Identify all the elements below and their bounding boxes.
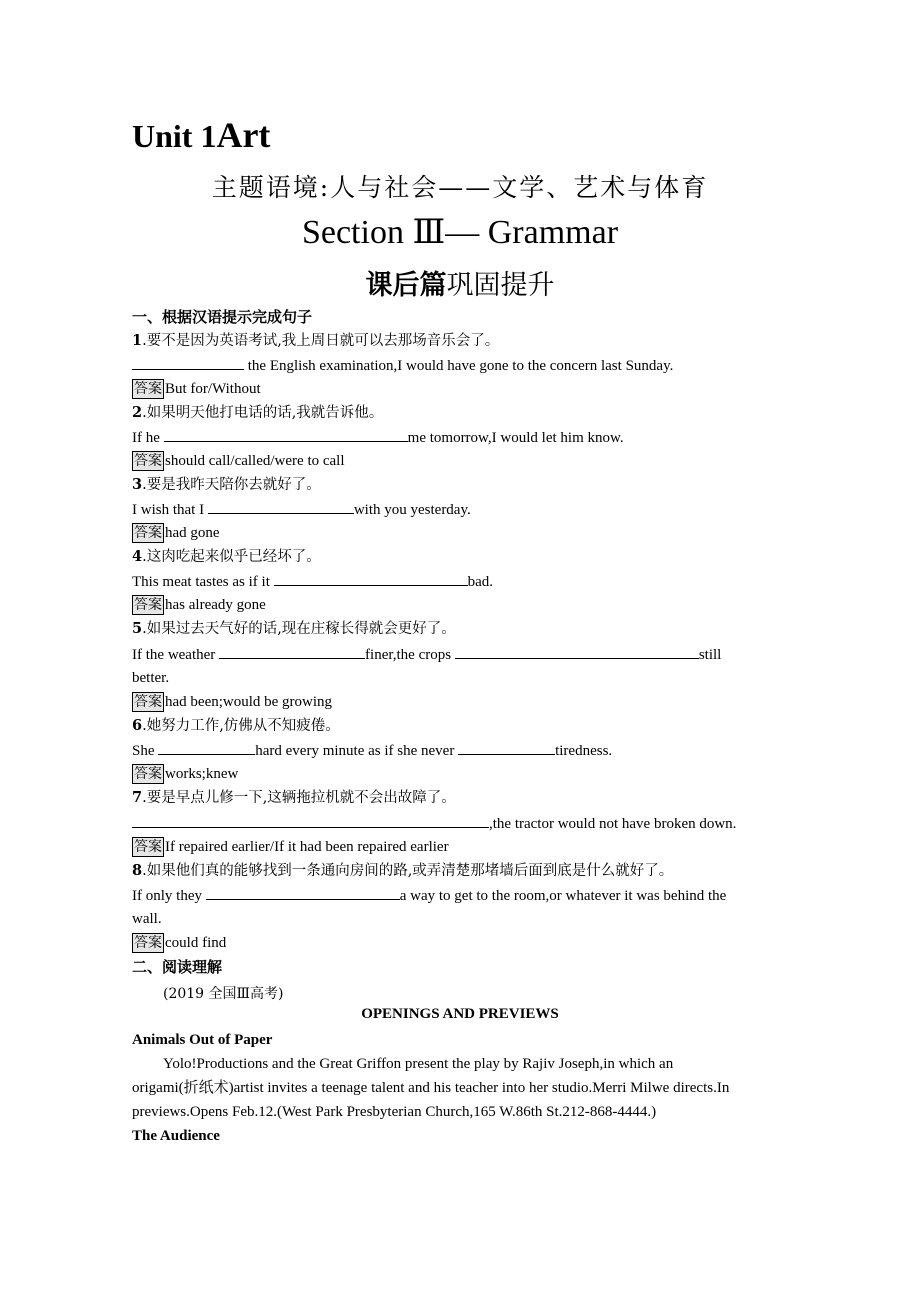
q5-number: 5 <box>132 620 143 637</box>
answer-tag: 答案 <box>134 597 162 613</box>
q8-blank[interactable] <box>206 885 400 900</box>
q8-text-after: a way to get to the room,or whatever it was behind the <box>399 888 727 904</box>
q6-blank-1[interactable] <box>158 740 255 755</box>
q5-text-mid: finer,the crops <box>365 647 455 663</box>
subtitle-bold: 课后篇 <box>365 270 447 301</box>
q2-sentence <box>132 427 624 448</box>
q1-prompt <box>132 331 499 351</box>
q6-text-before: She <box>132 743 159 759</box>
q4-prompt <box>132 547 321 567</box>
answer-tag: 答案 <box>134 766 162 782</box>
q4-blank[interactable] <box>274 571 468 586</box>
q5-text-before: If the weather <box>132 647 220 663</box>
q7-blank[interactable] <box>132 813 489 828</box>
q6-prompt <box>132 716 340 736</box>
q6-text-mid: hard every minute as if she never <box>255 743 459 759</box>
q2-number: 2 <box>132 404 143 421</box>
answer-tag: 答案 <box>134 381 162 397</box>
unit-title <box>132 114 270 156</box>
q4-number: 4 <box>132 548 143 565</box>
theme-line: 主题语境:人与社会——文学、艺术与体育 <box>211 173 709 202</box>
q5-blank-1[interactable] <box>219 644 365 659</box>
unit-label: Unit 1 <box>132 118 217 154</box>
q7-answer-text: If repaired earlier/If it had been repaired earlier <box>165 839 449 855</box>
q2-blank[interactable] <box>164 427 408 442</box>
q5-sentence <box>132 644 721 665</box>
q2-prompt <box>132 403 383 423</box>
q5-sentence-cont: better. <box>132 670 170 686</box>
subtitle-regular: 巩固提升 <box>446 270 555 301</box>
part2-heading: 二、阅读理解 <box>132 958 223 976</box>
item1-line-1: Yolo!Productions and the Great Griffon present the play by Rajiv Joseph,in which an <box>163 1056 674 1072</box>
q6-blank-2[interactable] <box>458 740 555 755</box>
answer-tag: 答案 <box>134 694 162 710</box>
q7-sentence <box>132 813 736 834</box>
answer-tag: 答案 <box>134 839 162 855</box>
q2-answer <box>132 451 345 471</box>
q5-answer <box>132 692 332 712</box>
item1-line-3: previews.Opens Feb.12.(West Park Presbyterian Church,165 W.86th St.212-868-4444.) <box>132 1104 657 1120</box>
answer-tag: 答案 <box>134 525 162 541</box>
q7-chinese: .要是早点儿修一下,这辆拖拉机就不会出故障了。 <box>142 790 456 806</box>
q3-text-after: with you yesterday. <box>353 502 471 518</box>
q6-number: 6 <box>132 717 143 734</box>
q3-answer <box>132 523 220 543</box>
q7-number: 7 <box>132 789 143 806</box>
q8-answer-text: could find <box>165 935 227 951</box>
section-title: Section Ⅲ— Grammar <box>301 214 619 251</box>
item2-title: The Audience <box>132 1128 220 1144</box>
q5-text-after: still <box>698 647 722 663</box>
q6-answer-text: works;knew <box>165 766 239 782</box>
q1-chinese: .要不是因为英语考试,我上周日就可以去那场音乐会了。 <box>142 333 500 349</box>
q3-prompt <box>132 475 321 495</box>
q7-text: ,the tractor would not have broken down. <box>489 816 737 832</box>
item1-line-2: origami(折纸术)artist invites a teenage talent and his teacher into her studio.Merri Milwe directs.In <box>132 1080 730 1096</box>
q3-text-before: I wish that I <box>132 502 208 518</box>
q2-answer-text: should call/called/were to call <box>165 453 345 469</box>
q8-number: 8 <box>132 862 143 879</box>
q1-sentence <box>132 355 673 376</box>
source-note: (2019 全国Ⅲ高考) <box>163 986 284 1002</box>
q3-blank[interactable] <box>208 499 354 514</box>
q4-sentence <box>132 571 493 592</box>
q3-sentence <box>132 499 471 520</box>
q2-text-after: me tomorrow,I would let him know. <box>407 430 624 446</box>
q4-answer-text: has already gone <box>165 597 266 613</box>
q5-answer-text: had been;would be growing <box>165 694 333 710</box>
q2-chinese: .如果明天他打电话的话,我就告诉他。 <box>142 405 384 421</box>
answer-tag: 答案 <box>134 453 162 469</box>
q5-chinese: .如果过去天气好的话,现在庄稼长得就会更好了。 <box>142 621 456 637</box>
q4-answer <box>132 595 266 615</box>
reading-title: OPENINGS AND PREVIEWS <box>361 1006 559 1022</box>
q5-prompt <box>132 619 456 639</box>
q4-chinese: .这肉吃起来似乎已经坏了。 <box>142 549 321 565</box>
q3-chinese: .要是我昨天陪你去就好了。 <box>142 477 321 493</box>
q6-chinese: .她努力工作,仿佛从不知疲倦。 <box>142 718 340 734</box>
q6-text-after: tiredness. <box>555 743 613 759</box>
q3-number: 3 <box>132 476 143 493</box>
q2-text-before: If he <box>132 430 164 446</box>
q8-chinese: .如果他们真的能够找到一条通向房间的路,或弄清楚那堵墙后面到底是什么就好了。 <box>142 863 674 879</box>
item1-title: Animals Out of Paper <box>132 1032 273 1048</box>
answer-tag: 答案 <box>134 935 162 951</box>
q1-number: 1 <box>132 332 143 349</box>
q8-text-before: If only they <box>132 888 206 904</box>
q7-answer <box>132 837 449 857</box>
q8-sentence-cont: wall. <box>132 911 162 927</box>
q7-prompt <box>132 788 456 808</box>
unit-name: Art <box>216 115 271 155</box>
q1-text: the English examination,I would have gone to the concern last Sunday. <box>244 358 674 374</box>
q1-answer-text: But for/Without <box>165 381 261 397</box>
q6-answer <box>132 764 238 784</box>
q8-sentence <box>132 885 726 906</box>
part1-heading: 一、根据汉语提示完成句子 <box>132 308 313 326</box>
q1-blank[interactable] <box>132 355 244 370</box>
q4-text-before: This meat tastes as if it <box>132 574 274 590</box>
q8-prompt <box>132 861 673 881</box>
q8-answer <box>132 933 226 953</box>
q3-answer-text: had gone <box>165 525 220 541</box>
subtitle <box>0 263 920 302</box>
q5-blank-2[interactable] <box>455 644 699 659</box>
q4-text-after: bad. <box>467 574 494 590</box>
q6-sentence <box>132 740 612 761</box>
q1-answer <box>132 379 261 399</box>
